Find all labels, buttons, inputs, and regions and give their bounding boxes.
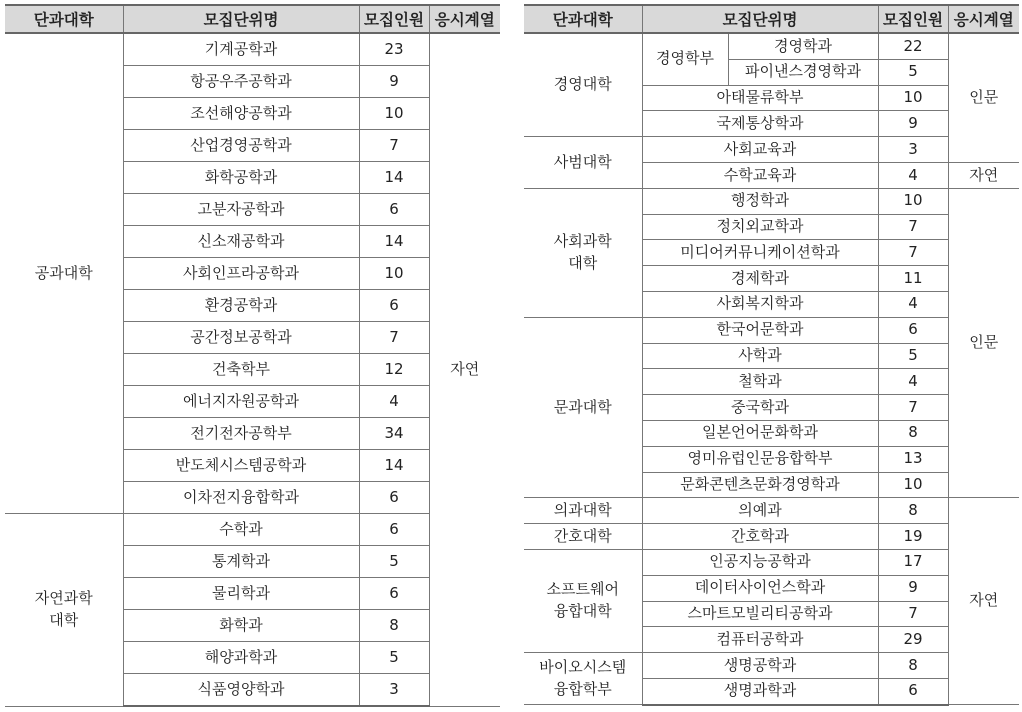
- unit-name-cell: 고분자공학과: [123, 194, 359, 226]
- header-row: [5, 5, 500, 33]
- quota-cell: 29: [878, 627, 948, 653]
- college-cell-natural-science: [5, 514, 123, 707]
- unit-name-cell: 문화콘텐츠문화경영학과: [642, 472, 878, 498]
- unit-name-cell: 생명과학과: [642, 678, 878, 704]
- unit-name-cell: 철학과: [642, 369, 878, 395]
- college-cell-medicine: 의과대학: [524, 498, 642, 524]
- quota-cell: 17: [878, 549, 948, 575]
- header-college: 단과대학: [5, 5, 123, 33]
- quota-cell: 3: [878, 137, 948, 163]
- track-cell-science: 자연: [948, 162, 1019, 188]
- unit-name-cell: 수학과: [123, 514, 359, 546]
- quota-cell: 6: [878, 678, 948, 704]
- unit-name-cell: 물리학과: [123, 578, 359, 610]
- college-name-line: 융합대학: [553, 602, 612, 621]
- quota-cell: 7: [878, 395, 948, 421]
- quota-cell: 5: [359, 642, 429, 674]
- unit-name-cell: 경영학과: [728, 33, 878, 59]
- admissions-table-right: [524, 4, 1019, 706]
- college-cell-humanities: 문과대학: [524, 317, 642, 498]
- quota-cell: 8: [878, 498, 948, 524]
- unit-name-cell: 사학과: [642, 343, 878, 369]
- quota-cell: 10: [878, 472, 948, 498]
- quota-cell: 14: [359, 162, 429, 194]
- table-row: [524, 33, 1019, 59]
- unit-name-cell: 스마트모빌리티공학과: [642, 601, 878, 627]
- unit-name-cell: 한국어문학과: [642, 317, 878, 343]
- quota-cell: 7: [878, 214, 948, 240]
- quota-cell: 4: [878, 162, 948, 188]
- quota-cell: 5: [359, 546, 429, 578]
- unit-name-cell: 영미유럽인문융합학부: [642, 446, 878, 472]
- unit-name-cell: 사회교육과: [642, 137, 878, 163]
- subdivision-cell: 경영학부: [642, 33, 728, 85]
- unit-name-cell: 공간정보공학과: [123, 322, 359, 354]
- quota-cell: 10: [359, 258, 429, 290]
- track-cell-science: 자연: [429, 33, 500, 706]
- college-name-line: 대학: [568, 253, 598, 272]
- quota-cell: 9: [878, 575, 948, 601]
- quota-cell: 6: [359, 290, 429, 322]
- quota-cell: 7: [359, 322, 429, 354]
- unit-name-cell: 사회인프라공학과: [123, 258, 359, 290]
- quota-cell: 4: [878, 291, 948, 317]
- quota-cell: 11: [878, 266, 948, 292]
- quota-cell: 23: [359, 33, 429, 66]
- quota-cell: 7: [359, 130, 429, 162]
- table-row: [524, 524, 1019, 550]
- college-cell-engineering: 공과대학: [5, 33, 123, 514]
- quota-cell: 9: [359, 66, 429, 98]
- unit-name-cell: 간호학과: [642, 524, 878, 550]
- header-quota: 모집인원: [878, 5, 948, 33]
- unit-name-cell: 데이터사이언스학과: [642, 575, 878, 601]
- unit-name-cell: 국제통상학과: [642, 111, 878, 137]
- track-cell-science: 자연: [948, 498, 1019, 705]
- quota-cell: 14: [359, 226, 429, 258]
- unit-name-cell: 중국학과: [642, 395, 878, 421]
- quota-cell: 6: [359, 194, 429, 226]
- quota-cell: 10: [878, 85, 948, 111]
- quota-cell: 6: [359, 514, 429, 546]
- table-row: [524, 653, 1019, 679]
- header-track: 응시계열: [948, 5, 1019, 33]
- unit-name-cell: 전기전자공학부: [123, 418, 359, 450]
- unit-name-cell: 생명공학과: [642, 653, 878, 679]
- unit-name-cell: 일본언어문화학과: [642, 420, 878, 446]
- quota-cell: 7: [878, 240, 948, 266]
- unit-name-cell: 정치외교학과: [642, 214, 878, 240]
- table-row: [5, 33, 500, 66]
- quota-cell: 5: [878, 59, 948, 85]
- college-name-line: 융합학부: [553, 679, 612, 698]
- quota-cell: 9: [878, 111, 948, 137]
- quota-cell: 7: [878, 601, 948, 627]
- quota-cell: 3: [359, 674, 429, 707]
- table-row: [524, 549, 1019, 575]
- unit-name-cell: 사회복지학과: [642, 291, 878, 317]
- quota-cell: 14: [359, 450, 429, 482]
- unit-name-cell: 경제학과: [642, 266, 878, 292]
- unit-name-cell: 반도체시스템공학과: [123, 450, 359, 482]
- unit-name-cell: 이차전지융합학과: [123, 482, 359, 514]
- quota-cell: 8: [878, 653, 948, 679]
- quota-cell: 10: [359, 98, 429, 130]
- unit-name-cell: 인공지능공학과: [642, 549, 878, 575]
- unit-name-cell: 식품영양학과: [123, 674, 359, 707]
- quota-cell: 34: [359, 418, 429, 450]
- table-row: [5, 514, 500, 546]
- unit-name-cell: 건축학부: [123, 354, 359, 386]
- quota-cell: 4: [359, 386, 429, 418]
- header-track: 응시계열: [429, 5, 500, 33]
- header-unit-name: 모집단위명: [642, 5, 878, 33]
- track-cell-humanities: 인문: [948, 33, 1019, 162]
- header-row: [524, 5, 1019, 33]
- college-cell-bio: [524, 653, 642, 705]
- header-quota: 모집인원: [359, 5, 429, 33]
- quota-cell: 19: [878, 524, 948, 550]
- unit-name-cell: 기계공학과: [123, 33, 359, 66]
- header-college: 단과대학: [524, 5, 642, 33]
- quota-cell: 8: [359, 610, 429, 642]
- unit-name-cell: 수학교육과: [642, 162, 878, 188]
- unit-name-cell: 행정학과: [642, 188, 878, 214]
- quota-cell: 4: [878, 369, 948, 395]
- admissions-table-left: [5, 4, 500, 707]
- college-name-line: 대학: [49, 610, 79, 629]
- college-name-line: 자연과학: [34, 589, 93, 607]
- quota-cell: 22: [878, 33, 948, 59]
- unit-name-cell: 파이낸스경영학과: [728, 59, 878, 85]
- unit-name-cell: 화학과: [123, 610, 359, 642]
- table-row: [524, 317, 1019, 343]
- quota-cell: 6: [878, 317, 948, 343]
- track-cell-humanities: 인문: [948, 188, 1019, 498]
- quota-cell: 5: [878, 343, 948, 369]
- unit-name-cell: 아태물류학부: [642, 85, 878, 111]
- unit-name-cell: 의예과: [642, 498, 878, 524]
- college-cell-nursing: 간호대학: [524, 524, 642, 550]
- header-unit-name: 모집단위명: [123, 5, 359, 33]
- table-row: [524, 188, 1019, 214]
- college-cell-education: 사범대학: [524, 137, 642, 189]
- quota-cell: 8: [878, 420, 948, 446]
- college-name-line: 사회과학: [553, 232, 612, 251]
- quota-cell: 6: [359, 482, 429, 514]
- unit-name-cell: 미디어커뮤니케이션학과: [642, 240, 878, 266]
- table-row: [524, 137, 1019, 163]
- quota-cell: 13: [878, 446, 948, 472]
- college-name-line: 바이오시스템: [539, 657, 627, 676]
- unit-name-cell: 항공우주공학과: [123, 66, 359, 98]
- unit-name-cell: 조선해양공학과: [123, 98, 359, 130]
- college-name-line: 소프트웨어: [546, 580, 619, 599]
- college-cell-social-science: [524, 188, 642, 317]
- unit-name-cell: 산업경영공학과: [123, 130, 359, 162]
- unit-name-cell: 통계학과: [123, 546, 359, 578]
- quota-cell: 10: [878, 188, 948, 214]
- quota-cell: 6: [359, 578, 429, 610]
- unit-name-cell: 컴퓨터공학과: [642, 627, 878, 653]
- unit-name-cell: 해양과학과: [123, 642, 359, 674]
- table-row: [524, 498, 1019, 524]
- quota-cell: 12: [359, 354, 429, 386]
- unit-name-cell: 환경공학과: [123, 290, 359, 322]
- college-cell-software: [524, 549, 642, 652]
- unit-name-cell: 신소재공학과: [123, 226, 359, 258]
- unit-name-cell: 화학공학과: [123, 162, 359, 194]
- unit-name-cell: 에너지자원공학과: [123, 386, 359, 418]
- college-cell-business: 경영대학: [524, 33, 642, 137]
